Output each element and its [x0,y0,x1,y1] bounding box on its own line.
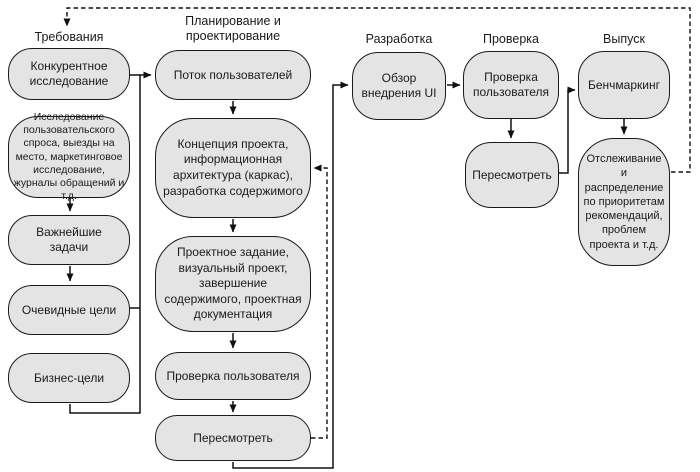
node-revise-verify: Пересмотреть [465,142,559,208]
node-key-tasks: Важнейшие задачи [8,215,130,265]
node-business-goals: Бизнес-цели [8,353,130,403]
node-obvious-goals: Очевидные цели [8,285,130,335]
phase-header-verification: Проверка [483,32,539,46]
feedback-revise-to-concept-dashed [311,168,327,438]
node-competitive-research: Конкурентное исследование [8,48,130,100]
node-benchmarking: Бенчмаркинг [578,51,670,119]
node-user-flow: Поток пользователей [155,50,311,100]
phase-header-release: Выпуск [603,32,645,46]
phase-header-planning: Планирование и проектирование [185,14,281,43]
node-user-check-verify: Проверка пользователя [463,51,559,119]
node-tracking-prioritization: Отслеживание и распределение по приоритетам рекомендаций, проблем проекта и т.д. [578,138,670,266]
node-revise-design: Пересмотреть [155,415,311,461]
node-user-demand-research: Исследование пользовательского спроса, выезды на место, маркетинговое исследование, журналы обращений и т.д. [8,116,130,198]
node-user-check-design: Проверка пользователя [155,352,311,400]
phase-header-requirements: Требования [34,30,104,44]
phase-header-development: Разработка [365,32,433,46]
connector-revise-to-benchmark [559,90,575,173]
node-project-brief: Проектное задание, визуальный проект, завершение содержимого, проектная документация [155,236,311,332]
node-ui-implementation-review: Обзор внедрения UI [352,52,446,120]
node-project-concept: Концепция проекта, информационная архитектура (каркас), разработка содержимого [155,118,311,218]
